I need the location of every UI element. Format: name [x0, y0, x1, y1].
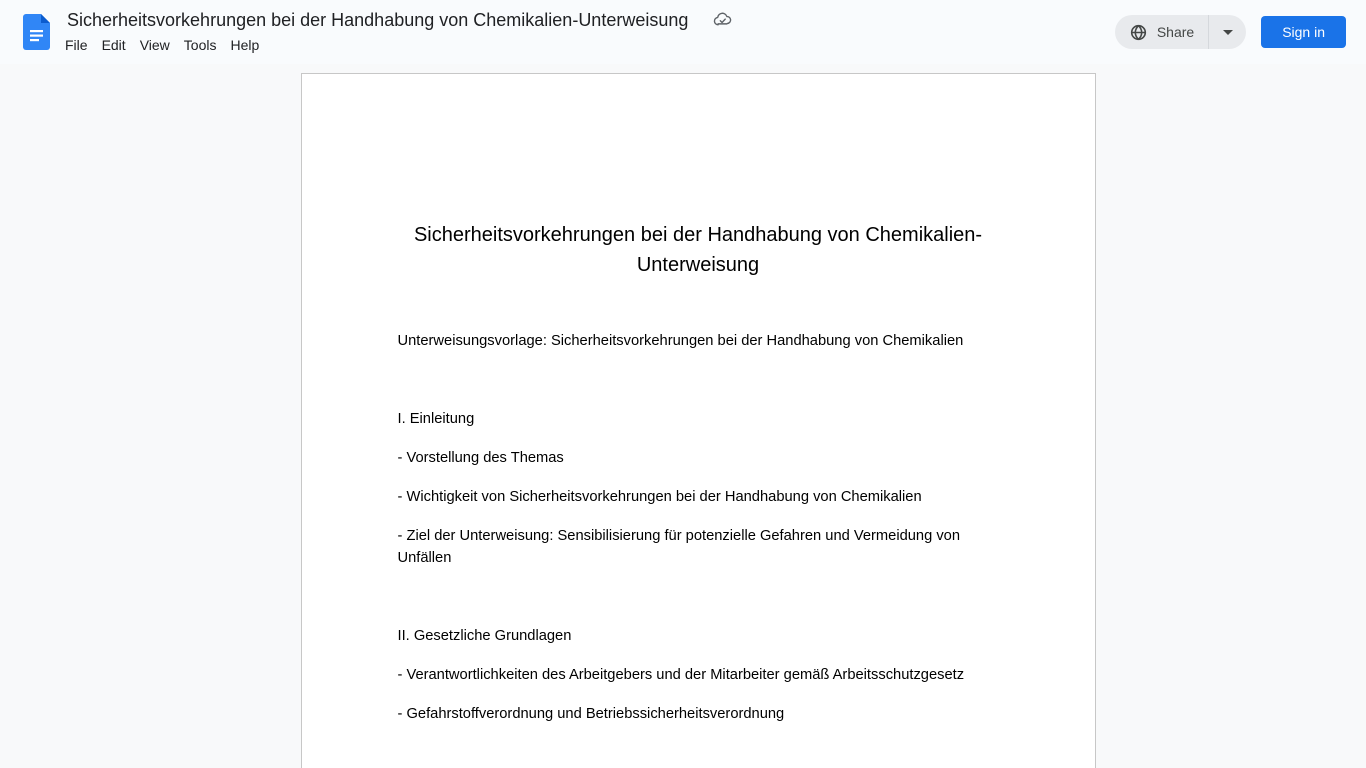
doc-paragraph[interactable]: [398, 369, 999, 391]
globe-icon: [1129, 23, 1148, 42]
doc-paragraph[interactable]: II. Gesetzliche Grundlagen: [397, 628, 572, 644]
sign-in-button[interactable]: Sign in: [1261, 16, 1346, 48]
menu-item[interactable]: File: [65, 37, 88, 53]
menu-item[interactable]: Edit: [101, 37, 126, 53]
menu-item[interactable]: View: [139, 37, 170, 53]
google-docs-icon[interactable]: [23, 14, 50, 50]
chevron-down-icon: [1223, 30, 1233, 35]
document-page[interactable]: [301, 73, 1096, 768]
doc-paragraph[interactable]: - Vorstellung des Themas: [397, 450, 564, 466]
document-saved-cloud-icon[interactable]: [712, 9, 733, 30]
doc-paragraph[interactable]: - Ziel der Unterweisung: Sensibilisierung für potenzielle Gefahren und Vermeidung von Unfällen: [397, 528, 961, 566]
share-button-group: [1115, 15, 1246, 49]
document-heading[interactable]: Sicherheitsvorkehrungen bei der Handhabung von Chemikalien-Unterweisung: [413, 224, 983, 276]
menu-item[interactable]: Help: [230, 37, 260, 53]
share-button-label: Share: [1156, 24, 1195, 40]
document-title-field[interactable]: Sicherheitsvorkehrungen bei der Handhabung von Chemikalien-Unterweisung: [67, 9, 689, 30]
header-text-block: [65, 7, 733, 58]
doc-paragraph[interactable]: I. Einleitung: [397, 411, 475, 427]
doc-paragraph[interactable]: - Verantwortlichkeiten des Arbeitgebers und der Mitarbeiter gemäß Arbeitsschutzgesetz: [397, 667, 965, 683]
app-header: [0, 0, 1366, 64]
share-dropdown-button[interactable]: [1209, 15, 1246, 49]
header-actions: [1115, 15, 1350, 49]
menu-item[interactable]: Tools: [183, 37, 217, 53]
document-canvas: [0, 64, 1366, 768]
doc-paragraph[interactable]: - Wichtigkeit von Sicherheitsvorkehrungen bei der Handhabung von Chemikalien: [397, 489, 922, 505]
doc-paragraph[interactable]: [398, 586, 999, 608]
share-button[interactable]: [1115, 15, 1208, 49]
doc-paragraph[interactable]: - Gefahrstoffverordnung und Betriebssicherheitsverordnung: [397, 706, 785, 722]
doc-paragraph[interactable]: Unterweisungsvorlage: Sicherheitsvorkehrungen bei der Handhabung von Chemikalien: [397, 333, 964, 349]
document-body: [398, 330, 999, 725]
menu-bar: [58, 33, 733, 58]
